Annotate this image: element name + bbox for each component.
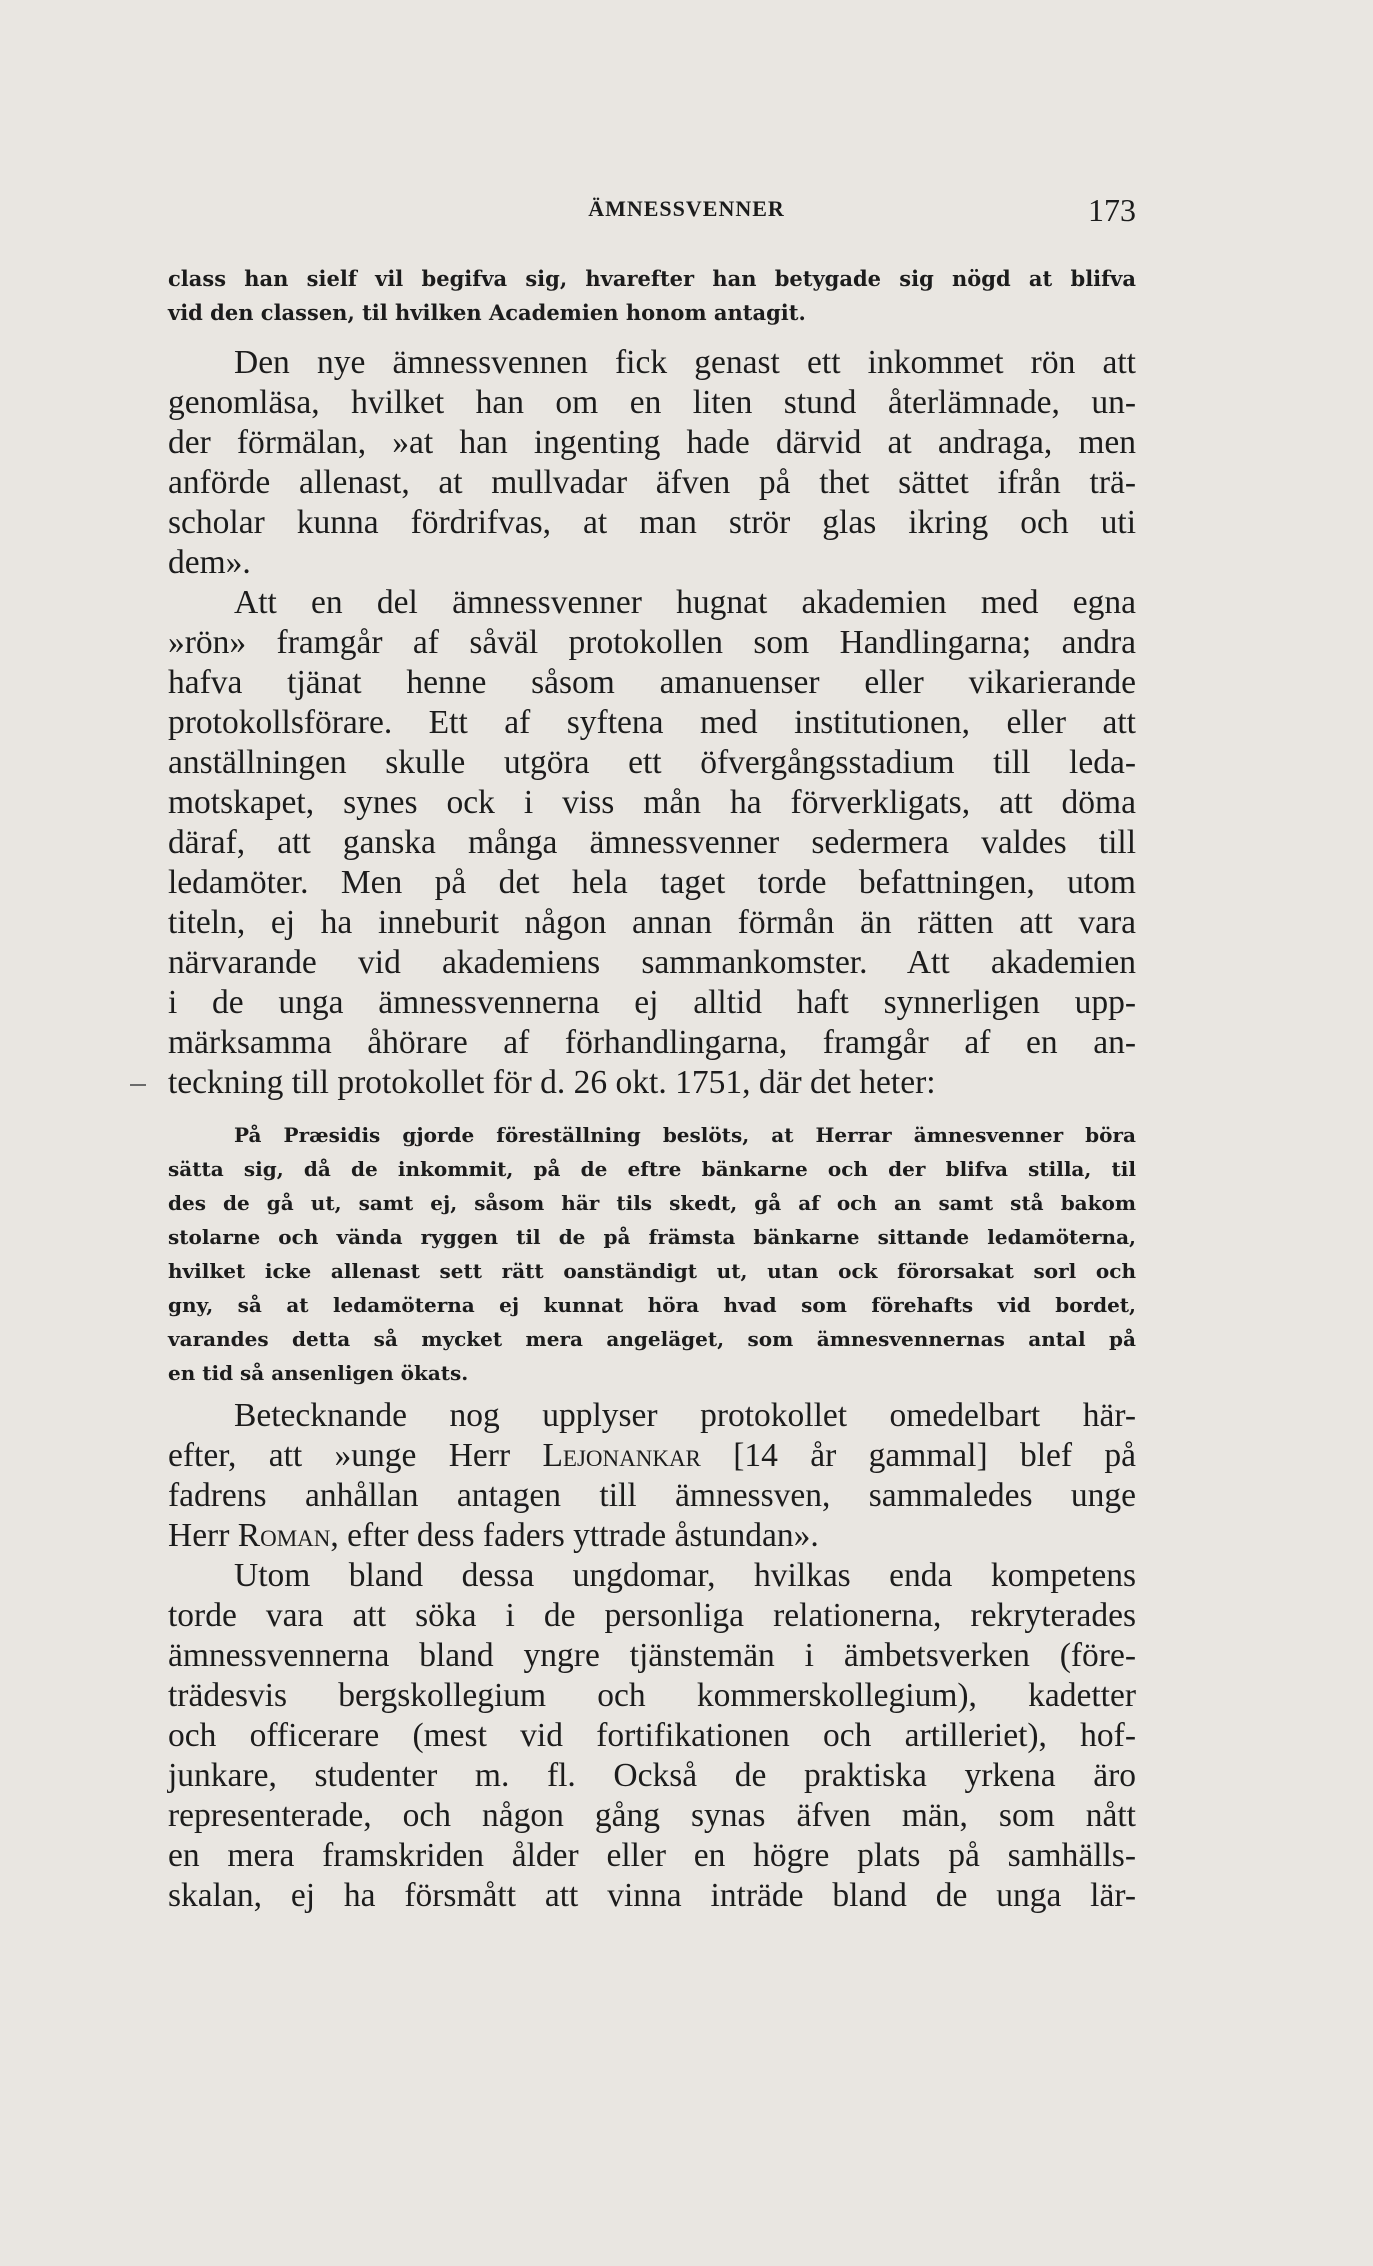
margin-mark <box>130 1084 146 1086</box>
text-line: efter, att »unge Herr Lejonankar [14 år gammal] blef på <box>168 1437 1136 1474</box>
text-line: »rön» framgår af såväl protokollen som Handlingarna; andra <box>168 624 1136 661</box>
text-line: ämnessvennerna bland yngre tjänstemän i ämbetsverken (före- <box>168 1637 1136 1674</box>
text-line: protokollsförare. Ett af syftena med institutionen, eller att <box>168 704 1136 741</box>
opening-quote-continuation <box>168 262 1136 330</box>
text-line: närvarande vid akademiens sammankomster. Att akademien <box>168 944 1136 981</box>
name-lejonankar: Lejonankar <box>542 1437 701 1474</box>
text-line: scholar kunna fördrifvas, at man strör glas ikring och uti <box>168 504 1136 541</box>
text-line: motskapet, synes ock i viss mån ha förverkligats, att döma <box>168 784 1136 821</box>
name-roman: Roman <box>237 1517 331 1554</box>
page-number: 173 <box>1088 192 1136 228</box>
text-line: och officerare (mest vid fortifikationen och artilleriet), hof- <box>168 1717 1136 1754</box>
text-line: class han sielf vil begifva sig, hvarefter han betygade sig nögd at blifva <box>168 266 1136 291</box>
text-line: teckning till protokollet för d. 26 okt. 1751, där det heter: <box>168 1064 936 1101</box>
running-header: ÄMNESSVENNER <box>588 196 785 221</box>
text-line: Att en del ämnessvenner hugnat akademien med egna <box>234 584 1136 621</box>
paragraph-4 <box>168 1556 1136 1916</box>
text-line: stolarne och vända ryggen til de på främsta bänkarne sittande ledamöterna, <box>168 1225 1136 1249</box>
text-line: genomläsa, hvilket han om en liten stund återlämnade, un- <box>168 384 1136 421</box>
text-line: Utom bland dessa ungdomar, hvilkas enda kompetens <box>234 1557 1136 1594</box>
paragraph-3 <box>168 1396 1136 1556</box>
text-line: däraf, att ganska många ämnessvenner sedermera valdes till <box>168 824 1136 861</box>
text-line: en mera framskriden ålder eller en högre plats på samhälls- <box>168 1837 1136 1874</box>
text-line: junkare, studenter m. fl. Också de praktiska yrkena äro <box>168 1757 1136 1794</box>
text-line: en tid så ansenligen ökats. <box>168 1361 469 1385</box>
text-line: På Præsidis gjorde föreställning beslöts, at Herrar ämnesvenner böra <box>234 1123 1136 1147</box>
text-line: ledamöter. Men på det hela taget torde befattningen, utom <box>168 864 1136 901</box>
text-line: varandes detta så mycket mera angeläget, som ämnesvennernas antal på <box>168 1327 1136 1351</box>
text-line: der förmälan, »at han ingenting hade därvid at andraga, men <box>168 424 1136 461</box>
text-line: märksamma åhörare af förhandlingarna, framgår af en an- <box>168 1024 1136 1061</box>
paragraph-2 <box>168 583 1136 1103</box>
text-line: sätta sig, då de inkommit, på de eftre bänkarne och der blifva stilla, til <box>168 1157 1136 1181</box>
text-line: dem». <box>168 544 251 581</box>
text-line: Den nye ämnessvennen fick genast ett inkommet rön att <box>234 344 1136 381</box>
text-line: titeln, ej ha inneburit någon annan förmån än rätten att vara <box>168 904 1136 941</box>
text-line: gny, så at ledamöterna ej kunnat höra hvad som förehafts vid bordet, <box>168 1293 1136 1317</box>
text-line: anförde allenast, at mullvadar äfven på thet sättet ifrån trä- <box>168 464 1136 501</box>
protocol-quote <box>168 1118 1136 1390</box>
text-line: i de unga ämnessvennerna ej alltid haft synnerligen upp- <box>168 984 1136 1021</box>
text-line: fadrens anhållan antagen till ämnessven, sammaledes unge <box>168 1477 1136 1514</box>
text-line: hafva tjänat henne såsom amanuenser eller vikarierande <box>168 664 1136 701</box>
text-line: des de gå ut, samt ej, såsom här tils skedt, gå af och an samt stå bakom <box>168 1191 1136 1215</box>
text-line: Betecknande nog upplyser protokollet omedelbart här- <box>234 1397 1136 1434</box>
paragraph-1 <box>168 343 1136 583</box>
text-line: skalan, ej ha försmått att vinna inträde bland de unga lär- <box>168 1877 1136 1914</box>
text-line: anställningen skulle utgöra ett öfvergångsstadium till leda- <box>168 744 1136 781</box>
text-line: representerade, och någon gång synas äfven män, som nått <box>168 1797 1136 1834</box>
text-line: vid den classen, til hvilken Academien honom antagit. <box>168 300 806 325</box>
text-line: trädesvis bergskollegium och kommerskollegium), kadetter <box>168 1677 1136 1714</box>
text-line: hvilket icke allenast sett rätt oanständigt ut, utan ock förorsakat sorl och <box>168 1259 1136 1283</box>
text-line: torde vara att söka i de personliga relationerna, rekryterades <box>168 1597 1136 1634</box>
text-line: Herr Roman, efter dess faders yttrade åstundan». <box>168 1517 819 1554</box>
